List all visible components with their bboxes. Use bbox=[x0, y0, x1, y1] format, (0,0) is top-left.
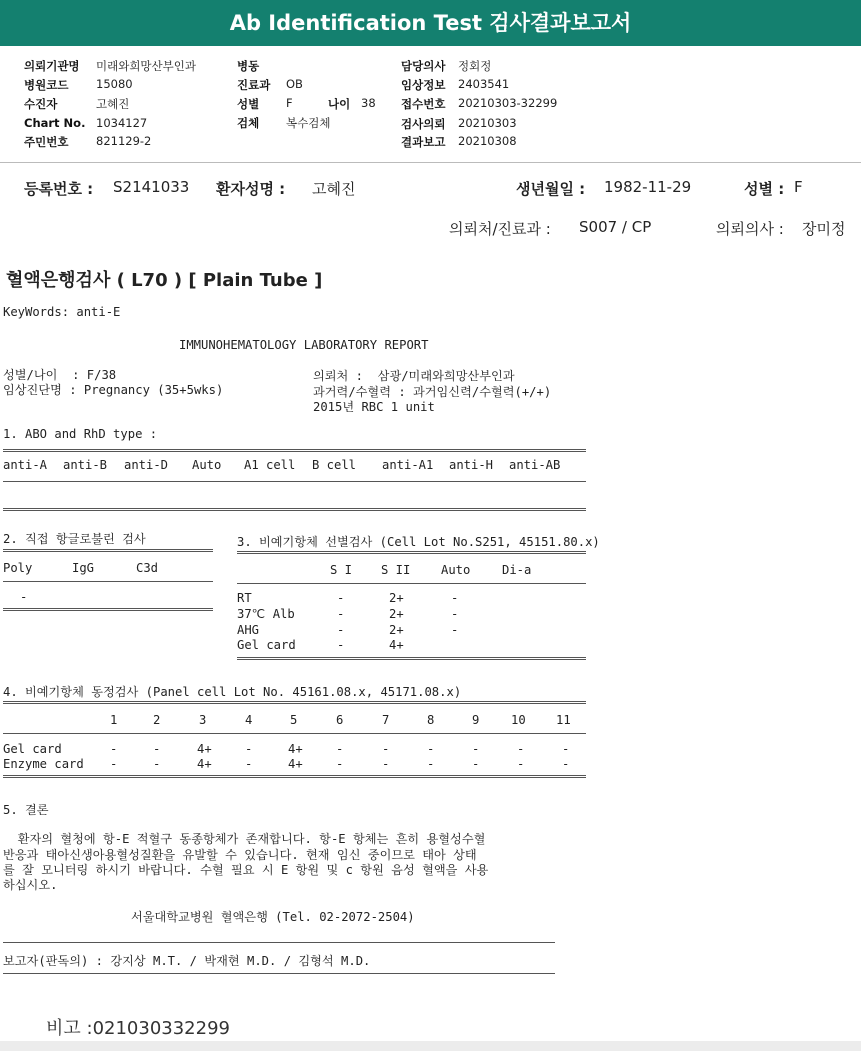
sec1-mid-rule bbox=[3, 481, 586, 482]
sec2-bottom-rule bbox=[3, 608, 213, 611]
sec3-h-auto: Auto bbox=[441, 563, 471, 577]
sec1-h-anti-d: anti-D bbox=[124, 458, 169, 472]
report-value: 20210308 bbox=[458, 134, 517, 148]
name-value: 고혜진 bbox=[312, 180, 356, 198]
sec4-cell: - bbox=[517, 757, 525, 771]
sec1-top-rule bbox=[3, 449, 586, 452]
reporter-line: 보고자(판독의) : 강지상 M.T. / 박재현 M.D. / 김형석 M.D. bbox=[3, 954, 371, 968]
sec3-cell: - bbox=[451, 607, 459, 621]
refer-value: S007 / CP bbox=[579, 218, 652, 236]
history-line-2: 2015년 RBC 1 unit bbox=[313, 400, 435, 414]
sec4-mid-rule bbox=[3, 733, 586, 734]
sec1-bottom-rule bbox=[3, 508, 586, 511]
sec4-row-label: Enzyme card bbox=[3, 757, 84, 771]
sec4-cell: - bbox=[336, 742, 344, 756]
doctor-label: 담당의사 bbox=[401, 59, 446, 73]
sec1-h-auto: Auto bbox=[192, 458, 222, 472]
sec2-top-rule bbox=[3, 549, 213, 552]
sec1-h-anti-a1: anti-A1 bbox=[382, 458, 434, 472]
chart-value: 1034127 bbox=[96, 116, 148, 130]
sec4-header: 8 bbox=[427, 713, 435, 727]
patient-label: 수진자 bbox=[24, 97, 58, 111]
sec4-bottom-rule bbox=[3, 775, 586, 778]
sec4-cell: - bbox=[382, 757, 390, 771]
refer-line: 의뢰처 : 삼광/미래와희망산부인과 bbox=[313, 369, 515, 383]
patient-value: 고혜진 bbox=[96, 97, 130, 111]
sec2-h-c3d: C3d bbox=[136, 561, 159, 575]
keywords: KeyWords: anti-E bbox=[3, 305, 121, 319]
history-line: 과거력/수혈력 : 과거임신력/수혈력(+/+) bbox=[313, 385, 552, 399]
sec4-cell: - bbox=[382, 742, 390, 756]
sex-value: F bbox=[286, 96, 293, 110]
name-label: 환자성명 : bbox=[216, 180, 286, 198]
hospcode-value: 15080 bbox=[96, 77, 133, 91]
sec4-cell: - bbox=[427, 757, 435, 771]
request-label: 검사의뢰 bbox=[401, 117, 446, 131]
sec1-h-anti-b: anti-B bbox=[63, 458, 108, 472]
regno-value: S2141033 bbox=[113, 178, 190, 196]
sec3-mid-rule bbox=[237, 583, 586, 584]
sec2-value: - bbox=[20, 590, 28, 604]
sec4-cell: - bbox=[110, 742, 118, 756]
clinical-label: 임상정보 bbox=[401, 78, 446, 92]
sec4-cell: - bbox=[153, 742, 161, 756]
sec4-top-rule bbox=[3, 701, 586, 704]
clinical-value: 2403541 bbox=[458, 77, 510, 91]
refer-label: 의뢰처/진료과 : bbox=[449, 220, 551, 238]
sec4-cell: - bbox=[562, 742, 570, 756]
sec2-h-poly: Poly bbox=[3, 561, 33, 575]
hospital-value: 미래와희망산부인과 bbox=[96, 59, 196, 73]
sec4-cell: - bbox=[562, 757, 570, 771]
conclusion-line: 반응과 태아신생아용혈성질환을 유발할 수 있습니다. 현재 임신 중이므로 태아 상태 bbox=[3, 848, 477, 862]
sec3-top-rule bbox=[237, 551, 586, 554]
sec5-title: 5. 결론 bbox=[3, 803, 49, 817]
sex-age-line: 성별/나이 : F/38 bbox=[3, 368, 117, 382]
sec4-title: 4. 비예기항체 동정검사 (Panel cell Lot No. 45161.08.x, 45171.08.x) bbox=[3, 685, 462, 699]
sec4-header: 3 bbox=[199, 713, 207, 727]
dept-label: 진료과 bbox=[237, 78, 271, 92]
sec3-cell: 2+ bbox=[389, 591, 404, 605]
sec1-h-a1cell: A1 cell bbox=[244, 458, 296, 472]
sec3-cell: - bbox=[451, 623, 459, 637]
sec4-header: 1 bbox=[110, 713, 118, 727]
sec4-header: 2 bbox=[153, 713, 161, 727]
hospital-label: 의뢰기관명 bbox=[24, 59, 80, 73]
sec3-bottom-rule bbox=[237, 657, 586, 660]
sec2-mid-rule bbox=[3, 581, 213, 582]
sec4-row-label: Gel card bbox=[3, 742, 62, 756]
sec1-h-bcell: B cell bbox=[312, 458, 357, 472]
diagnosis-line: 임상진단명 : Pregnancy (35+5wks) bbox=[3, 383, 224, 397]
sec4-header: 4 bbox=[245, 713, 253, 727]
report-header: Ab Identification Test 검사결과보고서 bbox=[0, 0, 861, 46]
conclusion-line: 를 잘 모니터링 하시기 바랍니다. 수혈 필요 시 E 항원 및 c 항원 음성 혈액을 사용 bbox=[3, 863, 489, 877]
note-label: 비고 : bbox=[46, 1018, 93, 1039]
sec3-cell: - bbox=[337, 607, 345, 621]
sec4-cell: 4+ bbox=[197, 757, 212, 771]
idnum-label: 주민번호 bbox=[24, 135, 69, 149]
request-value: 20210303 bbox=[458, 116, 517, 130]
sec4-cell: - bbox=[110, 757, 118, 771]
hospital-line: 서울대학교병원 혈액은행 (Tel. 02-2072-2504) bbox=[131, 910, 415, 924]
sex-label: 성별 bbox=[237, 97, 260, 111]
sec3-row-label: RT bbox=[237, 591, 252, 605]
refdoc-label: 의뢰의사 : bbox=[716, 220, 784, 238]
sec4-header: 6 bbox=[336, 713, 344, 727]
sec2-title: 2. 직접 항글로불린 검사 bbox=[3, 532, 146, 546]
idnum-value: 821129-2 bbox=[96, 134, 152, 148]
sec4-cell: - bbox=[427, 742, 435, 756]
regsex-value: F bbox=[794, 178, 803, 196]
sec4-cell: - bbox=[472, 742, 480, 756]
conclusion-line: 하십시오. bbox=[3, 878, 58, 892]
regsex-label: 성별 : bbox=[744, 180, 785, 198]
chart-label: Chart No. bbox=[24, 116, 86, 130]
sec4-header: 9 bbox=[472, 713, 480, 727]
reporter-top-rule bbox=[3, 942, 555, 943]
sec3-cell: - bbox=[451, 591, 459, 605]
doctor-value: 정회정 bbox=[458, 59, 492, 73]
sec4-cell: 4+ bbox=[288, 757, 303, 771]
sec2-h-igg: IgG bbox=[72, 561, 95, 575]
patient-info-panel bbox=[0, 50, 861, 163]
age-value: 38 bbox=[361, 96, 376, 110]
sec3-cell: 4+ bbox=[389, 638, 404, 652]
report-label: 결과보고 bbox=[401, 135, 446, 149]
receipt-value: 20210303-32299 bbox=[458, 96, 558, 110]
sec4-cell: - bbox=[153, 757, 161, 771]
dept-value: OB bbox=[286, 77, 303, 91]
sec4-cell: - bbox=[245, 757, 253, 771]
sec3-h-s2: S II bbox=[381, 563, 411, 577]
footer-bar bbox=[0, 1041, 861, 1051]
sec4-header: 11 bbox=[556, 713, 571, 727]
sec3-row-label: Gel card bbox=[237, 638, 296, 652]
report-title: 혈액은행검사 ( L70 ) [ Plain Tube ] bbox=[6, 270, 323, 291]
dob-value: 1982-11-29 bbox=[604, 178, 692, 196]
sec3-row-label: AHG bbox=[237, 623, 260, 637]
sec1-h-anti-ab: anti-AB bbox=[509, 458, 561, 472]
sec4-header: 10 bbox=[511, 713, 526, 727]
sec4-cell: - bbox=[517, 742, 525, 756]
sec4-cell: - bbox=[245, 742, 253, 756]
reporter-bottom-rule bbox=[3, 973, 555, 974]
sec4-cell: 4+ bbox=[197, 742, 212, 756]
sec3-row-label: 37℃ Alb bbox=[237, 607, 295, 621]
ward-label: 병동 bbox=[237, 59, 260, 73]
conclusion-line: 환자의 혈청에 항-E 적혈구 동종항체가 존재합니다. 항-E 항체는 흔히 용혈성수혈 bbox=[3, 832, 486, 846]
specimen-value: 복수검체 bbox=[286, 116, 331, 130]
sec4-header: 7 bbox=[382, 713, 390, 727]
age-label: 나이 bbox=[328, 97, 351, 111]
lab-report-title: IMMUNOHEMATOLOGY LABORATORY REPORT bbox=[179, 338, 429, 352]
sec3-cell: - bbox=[337, 591, 345, 605]
sec3-cell: - bbox=[337, 623, 345, 637]
note-value: 021030332299 bbox=[92, 1018, 230, 1039]
sec3-cell: 2+ bbox=[389, 607, 404, 621]
sec3-cell: - bbox=[337, 638, 345, 652]
sec4-header: 5 bbox=[290, 713, 298, 727]
sec1-h-anti-h: anti-H bbox=[449, 458, 494, 472]
sec3-title: 3. 비예기항체 선별검사 (Cell Lot No.S251, 45151.80.x) bbox=[237, 535, 600, 549]
receipt-label: 접수번호 bbox=[401, 97, 446, 111]
specimen-label: 검체 bbox=[237, 116, 260, 130]
sec4-cell: - bbox=[472, 757, 480, 771]
dob-label: 생년월일 : bbox=[516, 180, 586, 198]
refdoc-value: 장미정 bbox=[802, 220, 846, 238]
sec1-title: 1. ABO and RhD type : bbox=[3, 427, 158, 441]
sec3-cell: 2+ bbox=[389, 623, 404, 637]
regno-label: 등록번호 : bbox=[24, 180, 94, 198]
sec3-h-s1: S I bbox=[330, 563, 353, 577]
sec3-h-dia: Di-a bbox=[502, 563, 532, 577]
sec4-cell: - bbox=[336, 757, 344, 771]
sec4-cell: 4+ bbox=[288, 742, 303, 756]
hospcode-label: 병원코드 bbox=[24, 78, 69, 92]
note bbox=[46, 1014, 230, 1040]
sec1-h-anti-a: anti-A bbox=[3, 458, 48, 472]
